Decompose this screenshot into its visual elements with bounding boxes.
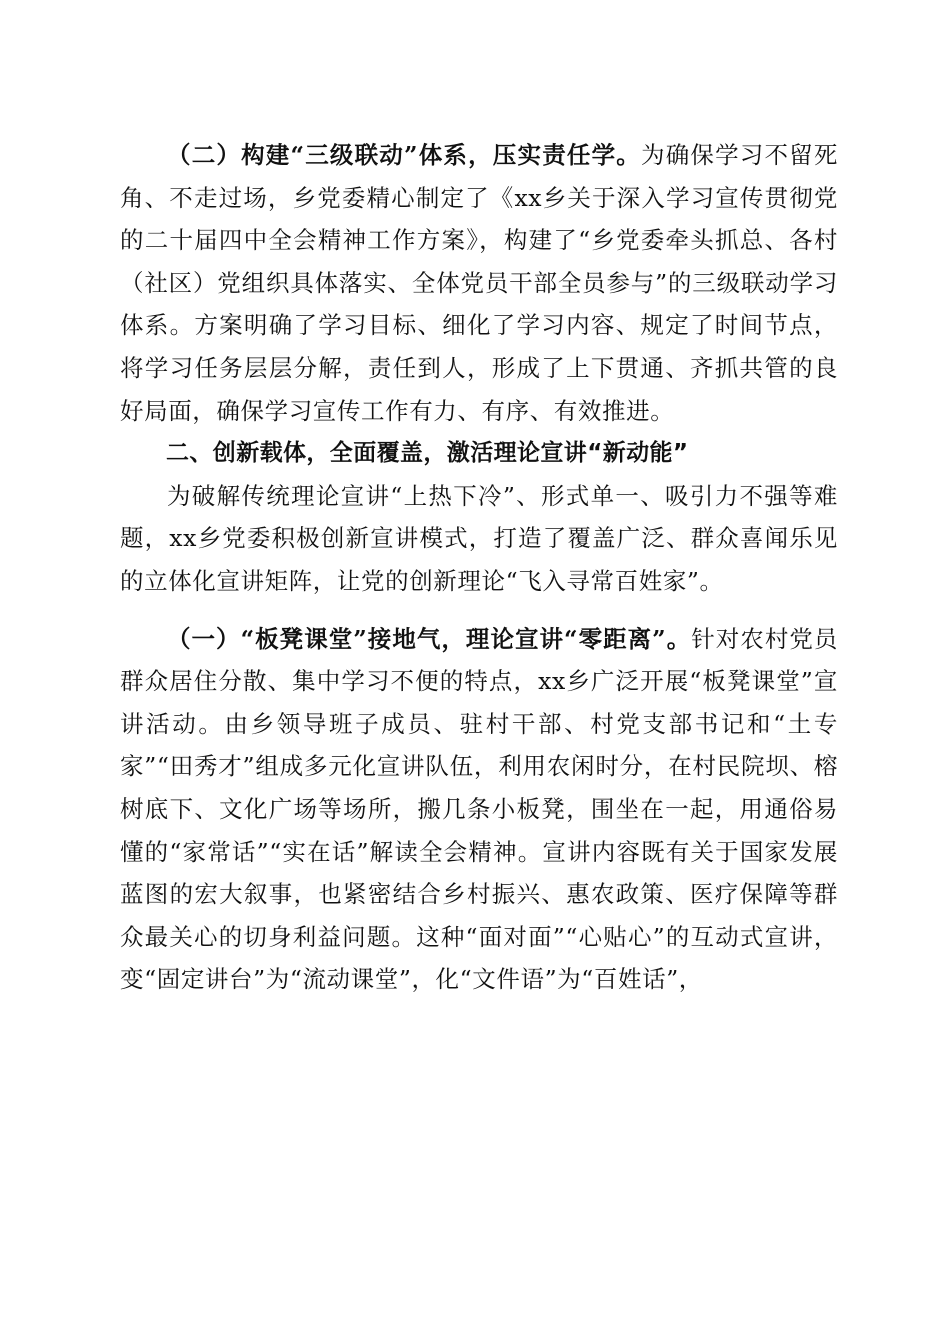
section-heading: 二、创新载体，全面覆盖，激活理论宣讲“新动能” (166, 440, 689, 467)
paragraph-intro: 为破解传统理论宣讲“上热下冷”、形式单一、吸引力不强等难题，xx乡党委积极创新宣讲模式，打造了覆盖广泛、群众喜闻乐见的立体化宣讲矩阵，让党的创新理论“飞入寻常百姓家”。 (120, 481, 838, 595)
paragraph-body: 针对农村党员群众居住分散、集中学习不便的特点，xx乡广泛开展“板凳课堂”宣讲活动。由乡领导班子成员、驻村干部、村党支部书记和“土专家”“田秀才”组成多元化宣讲队伍，利用农闲时分，在村民院坝、榕树底下、文化广场等场所，搬几条小板凳，围坐在一起，用通俗易懂的“家常话”“实在话”解读全会精神。宣讲内容既有关于国家发展蓝图的宏大叙事，也紧密结合乡村振兴、惠农政策、医疗保障等群众最关心的切身利益问题。这种“面对面”“心贴心”的互动式宣讲，变“固定讲台”为“流动课堂”，化“文件语”为“百姓话”， (120, 624, 838, 994)
paragraph-lead: （一）“板凳课堂”接地气，理论宣讲“零距离”。 (167, 624, 692, 653)
paragraph-body: 为确保学习不留死角、不走过场，乡党委精心制定了《xx乡关于深入学习宣传贯彻党的二十届四中全会精神工作方案》，构建了“乡党委牵头抓总、各村（社区）党组织具体落实、全体党员干部全员参与”的三级联动学习体系。方案明确了学习目标、细化了学习内容、规定了时间节点，将学习任务层层分解，责任到人，形成了上下贯通、齐抓共管的良好局面，确保学习宣传工作有力、有序、有效推进。 (120, 141, 838, 425)
paragraph-bench-classroom (120, 618, 838, 1001)
document-page (120, 134, 838, 1001)
paragraph-responsibility-system (120, 134, 838, 432)
paragraph-lead: （二）构建“三级联动”体系，压实责任学。 (167, 141, 641, 169)
